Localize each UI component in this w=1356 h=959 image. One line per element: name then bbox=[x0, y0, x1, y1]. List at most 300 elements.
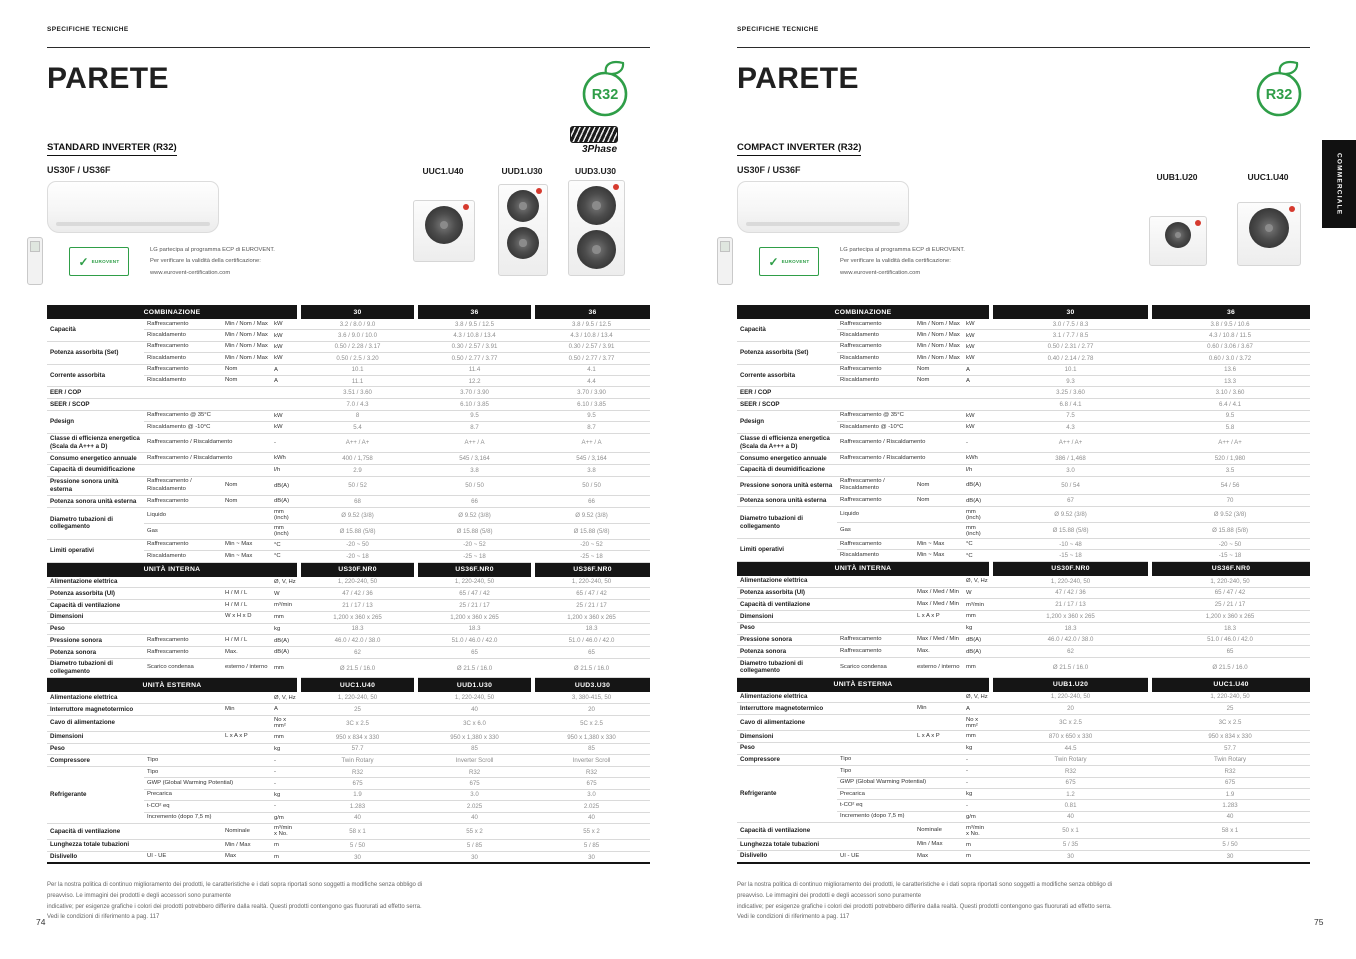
row-label: Peso bbox=[47, 623, 271, 635]
spec-value: 44.5 bbox=[991, 742, 1150, 754]
row-unit: A bbox=[271, 704, 299, 716]
spec-value: Ø 15.88 (5/8) bbox=[991, 523, 1150, 539]
row-sublabel: Tipo bbox=[144, 767, 271, 778]
row-label: Alimentazione elettrica bbox=[737, 692, 963, 703]
fan-grille-icon bbox=[507, 190, 539, 222]
spec-row bbox=[47, 743, 650, 755]
spec-value: 675 bbox=[533, 778, 650, 789]
outdoor-model-label: UUC1.U40 bbox=[422, 166, 464, 176]
spec-row bbox=[47, 341, 650, 352]
spec-value: 3.8 / 9.5 / 12.5 bbox=[533, 319, 650, 330]
spec-row bbox=[47, 577, 650, 588]
row-spec: Max / Med / Min bbox=[914, 634, 963, 646]
row-unit: - bbox=[963, 754, 991, 766]
spec-value: 5 / 85 bbox=[416, 839, 533, 851]
section-title: UNITÀ INTERNA bbox=[47, 562, 299, 577]
spec-value: 8 bbox=[299, 410, 416, 421]
row-unit: dB(A) bbox=[963, 476, 991, 495]
spec-value: 3, 380-415, 50 bbox=[533, 692, 650, 703]
row-unit: - bbox=[963, 800, 991, 811]
spec-row bbox=[737, 839, 1310, 851]
row-label: Alimentazione elettrica bbox=[47, 577, 271, 588]
row-label: Diametro tubazioni di collegamento bbox=[47, 507, 144, 539]
row-unit: A bbox=[963, 364, 991, 375]
outdoor-unit-image bbox=[1149, 216, 1207, 266]
spec-value: 9.5 bbox=[1150, 410, 1310, 421]
row-sublabel: Raffrescamento bbox=[837, 495, 914, 507]
row-spec: esterno / interno bbox=[914, 658, 963, 678]
row-sublabel: Raffrescamento / Riscaldamento bbox=[144, 453, 271, 465]
spec-value: 1,200 x 360 x 265 bbox=[533, 611, 650, 623]
row-unit: - bbox=[271, 767, 299, 778]
spec-value: 11.1 bbox=[299, 375, 416, 386]
row-label: Diametro tubazioni di collegamento bbox=[737, 507, 837, 539]
spec-value: 11.4 bbox=[416, 364, 533, 375]
row-unit: kW bbox=[963, 341, 991, 352]
spec-value: 85 bbox=[533, 743, 650, 755]
spec-value: Twin Rotary bbox=[991, 754, 1150, 766]
spec-value: R32 bbox=[991, 766, 1150, 777]
lg-logo-dot bbox=[613, 184, 619, 190]
row-unit: mm bbox=[271, 658, 299, 678]
eurovent-text bbox=[840, 245, 965, 279]
row-label: Potenza sonora unità esterna bbox=[737, 495, 837, 507]
spec-value: 47 / 42 / 36 bbox=[299, 588, 416, 600]
model-column-header: US36F.NR0 bbox=[416, 562, 533, 577]
spec-value: 5C x 2.5 bbox=[533, 715, 650, 731]
spec-value: Inverter Scroll bbox=[416, 755, 533, 767]
row-unit: mm bbox=[963, 731, 991, 743]
row-label: Peso bbox=[47, 743, 271, 755]
spec-row bbox=[737, 399, 1310, 411]
remote-control-image bbox=[717, 237, 733, 285]
row-unit: °C bbox=[963, 550, 991, 561]
row-unit: kWh bbox=[271, 453, 299, 465]
spec-value: 675 bbox=[991, 777, 1150, 788]
outdoor-unit-image bbox=[413, 200, 475, 262]
spec-value: Ø 15.88 (5/8) bbox=[533, 523, 650, 539]
row-label: Consumo energetico annuale bbox=[737, 453, 837, 465]
row-unit: m bbox=[271, 851, 299, 863]
row-sublabel: Raffrescamento bbox=[144, 647, 222, 659]
row-unit: kW bbox=[271, 341, 299, 352]
spec-value: 85 bbox=[416, 743, 533, 755]
spec-row bbox=[47, 839, 650, 851]
row-label: Consumo energetico annuale bbox=[47, 453, 144, 465]
row-unit: kW bbox=[271, 330, 299, 341]
outdoor-model-label: UUD3.U30 bbox=[574, 166, 617, 176]
row-spec: Max. bbox=[222, 647, 271, 659]
fan-grille-icon bbox=[1249, 208, 1289, 248]
spec-row bbox=[737, 715, 1310, 731]
spec-value: Ø 15.88 (5/8) bbox=[416, 523, 533, 539]
spec-value: Twin Rotary bbox=[1150, 754, 1310, 766]
spec-value: 3.2 / 8.0 / 9.0 bbox=[299, 319, 416, 330]
row-unit: kW bbox=[963, 319, 991, 330]
row-label: Dislivello bbox=[737, 850, 837, 862]
row-label: Dimensioni bbox=[737, 611, 914, 623]
row-label: Dimensioni bbox=[47, 611, 222, 623]
row-spec: Min ~ Max bbox=[222, 539, 271, 550]
spec-value: 3.8 bbox=[416, 464, 533, 476]
spec-value: 1.9 bbox=[1150, 789, 1310, 800]
eurovent-line: www.eurovent-certification.com bbox=[150, 269, 231, 276]
spec-row bbox=[737, 364, 1310, 375]
row-unit: Ø, V, Hz bbox=[963, 692, 991, 703]
row-sublabel: Raffrescamento @ 35°C bbox=[837, 410, 963, 421]
three-phase-label: 3Phase bbox=[582, 144, 618, 155]
spec-value: -20 ~ 52 bbox=[416, 539, 533, 550]
spec-value: 25 / 21 / 17 bbox=[533, 600, 650, 612]
spec-value: -15 ~ 18 bbox=[1150, 550, 1310, 561]
row-sublabel: Raffrescamento / Riscaldamento bbox=[144, 433, 271, 453]
row-spec: Nom bbox=[914, 375, 963, 386]
row-sublabel: Raffrescamento bbox=[837, 364, 914, 375]
spec-row bbox=[737, 622, 1310, 634]
spec-row bbox=[47, 647, 650, 659]
page-74-content bbox=[47, 0, 650, 959]
row-unit: - bbox=[271, 778, 299, 789]
spec-value: 5 / 50 bbox=[299, 839, 416, 851]
spec-row bbox=[47, 731, 650, 743]
row-spec: Max / Med / Min bbox=[914, 599, 963, 611]
spec-value: A++ / A bbox=[533, 433, 650, 453]
row-unit: mm (inch) bbox=[271, 523, 299, 539]
eurovent-text bbox=[150, 245, 275, 279]
spec-value: 18.3 bbox=[533, 623, 650, 635]
spec-value: 0.40 / 2.14 / 2.78 bbox=[991, 353, 1150, 364]
spec-value: 6.4 / 4.1 bbox=[1150, 399, 1310, 411]
spec-value: 54 / 56 bbox=[1150, 476, 1310, 495]
spec-value: 0.81 bbox=[991, 800, 1150, 811]
row-label: Peso bbox=[737, 622, 963, 634]
spec-value: 62 bbox=[991, 646, 1150, 658]
row-sublabel: Raffrescamento / Riscaldamento bbox=[837, 433, 963, 453]
row-label: Compressore bbox=[47, 755, 144, 767]
spec-value: 3.10 / 3.60 bbox=[1150, 387, 1310, 399]
row-label: SEER / SCOP bbox=[47, 399, 299, 411]
spec-row bbox=[737, 823, 1310, 839]
row-label: Dislivello bbox=[47, 851, 144, 863]
spec-value: -10 ~ 48 bbox=[991, 539, 1150, 550]
row-sublabel: Raffrescamento / Riscaldamento bbox=[837, 453, 963, 465]
spec-value: 386 / 1,468 bbox=[991, 453, 1150, 465]
row-label: Capacità bbox=[737, 319, 837, 341]
spec-value: 57.7 bbox=[1150, 742, 1310, 754]
spec-row bbox=[47, 704, 650, 716]
footer-line: Vedi le condizioni di riferimento a pag. 117 bbox=[47, 914, 160, 921]
spec-value: 13.6 bbox=[1150, 364, 1310, 375]
row-unit: dB(A) bbox=[271, 647, 299, 659]
spec-value: 65 bbox=[1150, 646, 1310, 658]
spec-value: 10.1 bbox=[299, 364, 416, 375]
row-unit: kg bbox=[963, 742, 991, 754]
spec-value: Ø 9.52 (3/8) bbox=[533, 507, 650, 523]
row-label: Lunghezza totale tubazioni bbox=[737, 839, 914, 851]
footer-line: indicative; per esigenze grafiche i colori dei prodotti potrebbero differire dalla realtà. Questi prodotti contengono gas fluorurati ad effetto serra. bbox=[737, 903, 1112, 910]
page-75-content bbox=[737, 0, 1310, 959]
lg-logo-dot bbox=[536, 188, 542, 194]
eurovent-line: LG partecipa al programma ECP di EUROVENT. bbox=[150, 247, 275, 253]
spec-value: Ø 21.5 / 16.0 bbox=[416, 658, 533, 678]
spec-value: 950 x 1,380 x 330 bbox=[416, 731, 533, 743]
row-spec: Nom bbox=[222, 375, 271, 386]
row-spec: Nom bbox=[222, 496, 271, 508]
model-column-header: UUD1.U30 bbox=[416, 678, 533, 693]
spec-value: Ø 9.52 (3/8) bbox=[299, 507, 416, 523]
row-label: Alimentazione elettrica bbox=[737, 576, 963, 587]
spec-row bbox=[47, 755, 650, 767]
commerciale-section-tab: COMMERCIALE bbox=[1322, 140, 1356, 228]
spec-value: A++ / A+ bbox=[1150, 433, 1310, 453]
spec-value: -20 ~ 52 bbox=[533, 539, 650, 550]
spec-value: 4.3 / 10.8 / 13.4 bbox=[533, 330, 650, 341]
lg-logo-dot bbox=[1289, 206, 1295, 212]
header-rule bbox=[737, 47, 1310, 48]
row-sublabel: Scarico condensa bbox=[837, 658, 914, 678]
outdoor-unit-image bbox=[568, 180, 625, 276]
eurovent-line: www.eurovent-certification.com bbox=[840, 269, 921, 276]
row-unit: mm (inch) bbox=[963, 523, 991, 539]
row-spec: Min bbox=[914, 703, 963, 715]
row-label: Dimensioni bbox=[737, 731, 914, 743]
indoor-unit-image bbox=[47, 181, 219, 233]
spec-value: 47 / 42 / 36 bbox=[991, 587, 1150, 599]
spec-value: 3.8 / 9.5 / 12.5 bbox=[416, 319, 533, 330]
row-unit: kg bbox=[271, 743, 299, 755]
row-unit: °C bbox=[963, 539, 991, 550]
spec-row bbox=[47, 767, 650, 778]
spec-value: 65 bbox=[533, 647, 650, 659]
spec-value: 46.0 / 42.0 / 38.0 bbox=[991, 634, 1150, 646]
spec-value: 50 / 54 bbox=[991, 476, 1150, 495]
row-sublabel: t-CO² eq bbox=[144, 801, 271, 812]
page-title: PARETE bbox=[47, 62, 169, 95]
footer-line: Per la nostra politica di continuo miglioramento dei prodotti, le caratteristiche e i dati sopra riportati sono soggetti a modifiche senza obbligo di bbox=[47, 882, 423, 888]
spec-value: Ø 15.88 (5/8) bbox=[299, 523, 416, 539]
spec-row bbox=[47, 692, 650, 703]
row-unit: - bbox=[963, 766, 991, 777]
spec-value: -20 ~ 50 bbox=[299, 539, 416, 550]
spec-value: Ø 21.5 / 16.0 bbox=[1150, 658, 1310, 678]
spec-value: 18.3 bbox=[991, 622, 1150, 634]
three-phase-stripes-icon bbox=[570, 126, 618, 143]
spec-row bbox=[47, 600, 650, 612]
row-spec: Min / Nom / Max bbox=[222, 330, 271, 341]
spec-value: 20 bbox=[991, 703, 1150, 715]
row-sublabel: Raffrescamento bbox=[144, 319, 222, 330]
spec-value: 7.0 / 4.3 bbox=[299, 399, 416, 411]
row-label: EER / COP bbox=[47, 387, 299, 399]
spec-value: 25 / 21 / 17 bbox=[416, 600, 533, 612]
spec-value: 1, 220-240, 50 bbox=[299, 692, 416, 703]
row-unit: kWh bbox=[963, 453, 991, 465]
fan-grille-icon bbox=[1165, 222, 1191, 248]
model-column-header: US36F.NR0 bbox=[533, 562, 650, 577]
row-sublabel: Gas bbox=[144, 523, 271, 539]
spec-row bbox=[47, 715, 650, 731]
row-spec: H / M / L bbox=[222, 588, 271, 600]
spec-value: A++ / A+ bbox=[991, 433, 1150, 453]
row-sublabel: Raffrescamento bbox=[144, 364, 222, 375]
spec-value: 67 bbox=[991, 495, 1150, 507]
spec-value: 65 bbox=[416, 647, 533, 659]
spec-value: 545 / 3,164 bbox=[416, 453, 533, 465]
spec-value: 3.5 bbox=[1150, 464, 1310, 476]
row-unit: Ø, V, Hz bbox=[963, 576, 991, 587]
spec-row bbox=[47, 453, 650, 465]
row-sublabel: Scarico condensa bbox=[144, 658, 222, 678]
spec-value: R32 bbox=[299, 767, 416, 778]
spec-row bbox=[737, 433, 1310, 453]
row-unit: mm bbox=[963, 658, 991, 678]
spec-value: 30 bbox=[1150, 850, 1310, 862]
spec-value: 3.1 / 7.7 / 8.5 bbox=[991, 330, 1150, 341]
spec-value: -25 ~ 18 bbox=[533, 551, 650, 562]
footer-line: Per la nostra politica di continuo miglioramento dei prodotti, le caratteristiche e i dati sopra riportati sono soggetti a modifiche senza obbligo di bbox=[737, 882, 1113, 888]
row-sublabel: Raffrescamento bbox=[144, 635, 222, 647]
row-unit: kg bbox=[963, 789, 991, 800]
spec-value: Ø 9.52 (3/8) bbox=[1150, 507, 1310, 523]
page-number: 74 bbox=[36, 917, 46, 927]
spec-row bbox=[47, 433, 650, 453]
row-unit: kg bbox=[271, 789, 299, 800]
row-spec: Nominale bbox=[914, 823, 963, 839]
eurovent-line: Per verificare la validità della certificazione: bbox=[840, 258, 951, 265]
page-eyebrow: SPECIFICHE TECNICHE bbox=[737, 26, 819, 33]
spec-value: 5 / 50 bbox=[1150, 839, 1310, 851]
row-label: Capacità bbox=[47, 319, 144, 341]
r32-badge-label: R32 bbox=[1265, 87, 1293, 103]
section-title: COMBINAZIONE bbox=[47, 305, 299, 319]
spec-value: 0.50 / 2.31 / 2.77 bbox=[991, 341, 1150, 352]
row-label: Pressione sonora unità esterna bbox=[47, 476, 144, 496]
spec-row bbox=[47, 623, 650, 635]
row-sublabel: Raffrescamento bbox=[144, 496, 222, 508]
spec-value: 30 bbox=[299, 851, 416, 863]
spec-row bbox=[47, 410, 650, 421]
row-unit: mm bbox=[271, 611, 299, 623]
outdoor-model-label: UUC1.U40 bbox=[1247, 172, 1289, 182]
row-unit: m³/min bbox=[271, 600, 299, 612]
row-spec: Nom bbox=[222, 364, 271, 375]
r32-badge-label: R32 bbox=[591, 87, 619, 103]
spec-value: 25 bbox=[299, 704, 416, 716]
indoor-model-label: US30F / US36F bbox=[47, 165, 111, 175]
section-header-row bbox=[47, 305, 650, 319]
row-unit: m bbox=[963, 850, 991, 862]
spec-value: 40 bbox=[533, 812, 650, 823]
spec-value: 2.025 bbox=[416, 801, 533, 812]
model-column-header: 36 bbox=[416, 305, 533, 319]
row-sublabel: Raffrescamento / Riscaldamento bbox=[837, 476, 914, 495]
spec-row bbox=[47, 464, 650, 476]
row-label: Pdesign bbox=[47, 410, 144, 433]
row-sublabel: Riscaldamento bbox=[144, 375, 222, 386]
row-label: EER / COP bbox=[737, 387, 991, 399]
spec-value: 25 bbox=[1150, 703, 1310, 715]
row-spec: Min bbox=[222, 704, 271, 716]
spec-value: 8.7 bbox=[416, 422, 533, 433]
row-spec: L x A x P bbox=[914, 611, 963, 623]
spec-value: 1, 220-240, 50 bbox=[991, 692, 1150, 703]
row-sublabel: Raffrescamento bbox=[144, 539, 222, 550]
lg-logo-dot bbox=[1195, 220, 1201, 226]
row-label: Diametro tubazioni di collegamento bbox=[737, 658, 837, 678]
row-spec: Min ~ Max bbox=[222, 551, 271, 562]
outdoor-unit-image bbox=[498, 184, 548, 276]
row-label: Capacità di ventilazione bbox=[737, 823, 914, 839]
spec-value: 4.3 bbox=[991, 422, 1150, 433]
spec-value: 2.9 bbox=[299, 464, 416, 476]
row-label: Potenza sonora bbox=[737, 646, 837, 658]
row-sublabel: Liquido bbox=[144, 507, 271, 523]
row-spec: Nom bbox=[914, 495, 963, 507]
spec-value: Twin Rotary bbox=[299, 755, 416, 767]
model-column-header: 36 bbox=[533, 305, 650, 319]
spec-row bbox=[737, 599, 1310, 611]
spec-value: 675 bbox=[1150, 777, 1310, 788]
row-unit: dB(A) bbox=[271, 635, 299, 647]
spec-value: Ø 9.52 (3/8) bbox=[991, 507, 1150, 523]
spec-value: 30 bbox=[416, 851, 533, 863]
row-spec: L x A x P bbox=[222, 731, 271, 743]
outdoor-model-label: UUB1.U20 bbox=[1156, 172, 1198, 182]
section-header-row bbox=[47, 678, 650, 693]
spec-value: 5 / 85 bbox=[533, 839, 650, 851]
row-sublabel: Precarica bbox=[144, 789, 271, 800]
row-sublabel: Riscaldamento bbox=[837, 353, 914, 364]
row-sublabel: Riscaldamento bbox=[837, 330, 914, 341]
model-column-header: 30 bbox=[299, 305, 416, 319]
row-unit: A bbox=[271, 375, 299, 386]
row-spec: esterno / interno bbox=[222, 658, 271, 678]
row-spec: Min / Nom / Max bbox=[222, 341, 271, 352]
outdoor-unit-image bbox=[1237, 202, 1301, 266]
spec-value: 9.5 bbox=[533, 410, 650, 421]
eurovent-logo-label: EUROVENT bbox=[91, 259, 120, 264]
indoor-unit-image bbox=[737, 181, 909, 233]
row-sublabel: Raffrescamento bbox=[837, 539, 914, 550]
spec-value: 1, 220-240, 50 bbox=[416, 577, 533, 588]
row-label: Limiti operativi bbox=[47, 539, 144, 562]
row-label: Potenza sonora bbox=[47, 647, 144, 659]
fan-grille-icon bbox=[507, 227, 539, 259]
row-sublabel: Raffrescamento / Riscaldamento bbox=[144, 476, 222, 496]
eurovent-line: Per verificare la validità della certificazione: bbox=[150, 258, 261, 265]
spec-value: 51.0 / 46.0 / 42.0 bbox=[1150, 634, 1310, 646]
spec-value: 3C x 6.0 bbox=[416, 715, 533, 731]
row-label: Peso bbox=[737, 742, 963, 754]
spec-value: 0.30 / 2.57 / 3.91 bbox=[533, 341, 650, 352]
spec-row bbox=[737, 766, 1310, 777]
model-column-header: UUC1.U40 bbox=[1150, 677, 1310, 692]
spec-value: A++ / A+ bbox=[299, 433, 416, 453]
spec-row bbox=[47, 476, 650, 496]
spec-value: 4.3 / 10.8 / 11.5 bbox=[1150, 330, 1310, 341]
legal-footer bbox=[737, 880, 1293, 923]
section-title: UNITÀ ESTERNA bbox=[737, 677, 991, 692]
row-label: Potenza sonora unità esterna bbox=[47, 496, 144, 508]
row-spec: Min / Max bbox=[222, 839, 271, 851]
model-column-header: UUC1.U40 bbox=[299, 678, 416, 693]
spec-value: 51.0 / 46.0 / 42.0 bbox=[416, 635, 533, 647]
spec-value: 4.4 bbox=[533, 375, 650, 386]
spec-row bbox=[737, 587, 1310, 599]
spec-row bbox=[47, 496, 650, 508]
row-unit: kW bbox=[963, 410, 991, 421]
spec-row bbox=[47, 539, 650, 550]
